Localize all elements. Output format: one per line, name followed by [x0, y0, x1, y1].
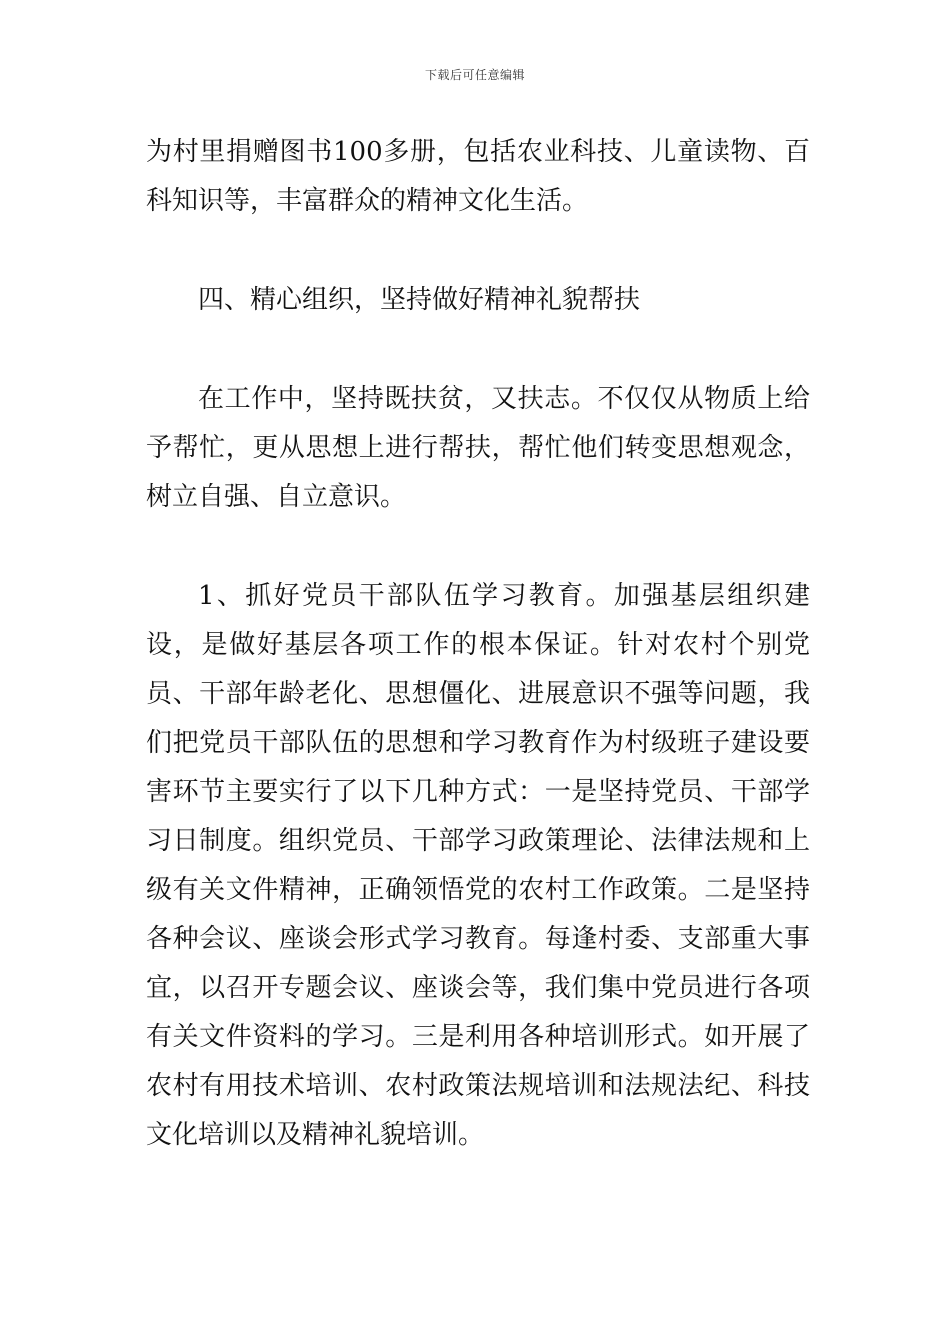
paragraph-poverty-aid: 在工作中，坚持既扶贫，又扶志。不仅仅从物质上给予帮忙，更从思想上进行帮扶，帮忙他们转变思想观念，树立自强、自立意识。	[146, 384, 810, 512]
page-header-note: 下载后可任意编辑	[424, 68, 525, 82]
paragraph-book-donation: 为村里捐赠图书100多册，包括农业科技、儿童读物、百科知识等，丰富群众的精神文化生活。	[146, 137, 810, 216]
section-heading-four: 四、精心组织，坚持做好精神礼貌帮扶	[198, 285, 641, 315]
paragraph-party-education: 1、抓好党员干部队伍学习教育。加强基层组织建设，是做好基层各项工作的根本保证。针对农村个别党员、干部年龄老化、思想僵化、进展意识不强等问题，我们把党员干部队伍的思想和学习教育作为村级班子建设要害环节主要实行了以下几种方式：一是坚持党员、干部学习日制度。组织党员、干部学习政策理论、法律法规和上级有关文件精神，正确领悟党的农村工作政策。二是坚持各种会议、座谈会形式学习教育。每逢村委、支部重大事宜，以召开专题会议、座谈会等，我们集中党员进行各项有关文件资料的学习。三是利用各种培训形式。如开展了农村有用技术培训、农村政策法规培训和法规法纪、科技文化培训以及精神礼貌培训。	[146, 581, 810, 1150]
